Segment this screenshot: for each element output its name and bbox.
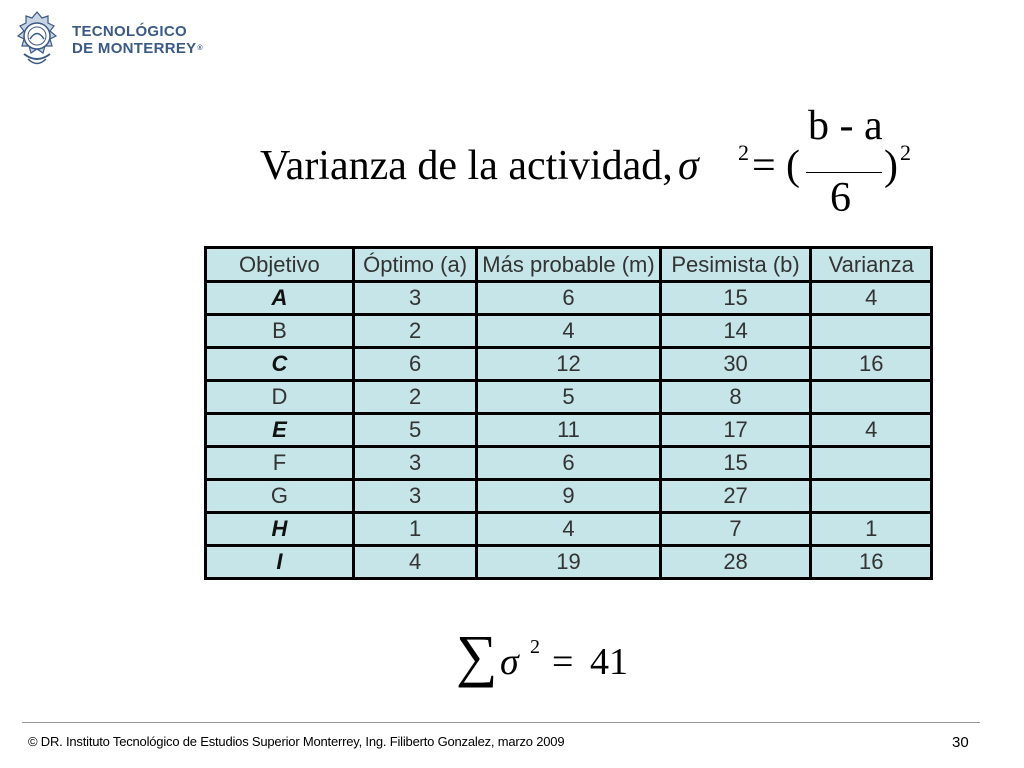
- value-cell: 16: [811, 546, 932, 579]
- value-cell: 3: [353, 480, 477, 513]
- value-cell: 1: [353, 513, 477, 546]
- logo-line2: DE MONTERREY ®: [72, 40, 203, 57]
- footer-copyright: © DR. Instituto Tecnológico de Estudios Superior Monterrey, Ing. Filiberto Gonzalez, marzo 2009: [28, 734, 565, 749]
- objetivo-cell: A: [206, 282, 354, 315]
- tec-logo: [12, 8, 203, 72]
- table-row: [206, 414, 932, 447]
- value-cell: [811, 381, 932, 414]
- value-cell: 2: [353, 315, 477, 348]
- sum-value: 41: [590, 641, 628, 683]
- sum-sigma: σ: [500, 641, 519, 683]
- value-cell: 27: [660, 480, 811, 513]
- value-cell: 4: [477, 315, 660, 348]
- variance-table: [204, 246, 933, 580]
- value-cell: [811, 315, 932, 348]
- formula-equals: =: [752, 143, 776, 189]
- value-cell: 3: [353, 282, 477, 315]
- value-cell: 30: [660, 348, 811, 381]
- header-varianza: Varianza: [811, 248, 932, 282]
- formula-right-paren: ): [884, 143, 898, 189]
- objetivo-cell: E: [206, 414, 354, 447]
- value-cell: 17: [660, 414, 811, 447]
- value-cell: 4: [811, 282, 932, 315]
- objetivo-cell: D: [206, 381, 354, 414]
- table-row: [206, 315, 932, 348]
- header-pesimista: Pesimista (b): [660, 248, 811, 282]
- header-optimo: Óptimo (a): [353, 248, 477, 282]
- formula-denominator: 6: [830, 175, 851, 221]
- value-cell: [811, 480, 932, 513]
- table-row: [206, 546, 932, 579]
- sum-equals: =: [552, 641, 574, 683]
- value-cell: 12: [477, 348, 660, 381]
- value-cell: 14: [660, 315, 811, 348]
- value-cell: 19: [477, 546, 660, 579]
- objetivo-cell: C: [206, 348, 354, 381]
- value-cell: 4: [811, 414, 932, 447]
- value-cell: 6: [353, 348, 477, 381]
- value-cell: 8: [660, 381, 811, 414]
- value-cell: 9: [477, 480, 660, 513]
- formula-sigma: σ: [678, 143, 699, 189]
- value-cell: 2: [353, 381, 477, 414]
- value-cell: 4: [477, 513, 660, 546]
- objetivo-cell: F: [206, 447, 354, 480]
- table-row: [206, 480, 932, 513]
- fraction-bar: [806, 172, 882, 173]
- value-cell: 6: [477, 447, 660, 480]
- formula-label: Varianza de la actividad,: [260, 143, 673, 189]
- value-cell: [811, 447, 932, 480]
- formula-outer-exponent: 2: [900, 140, 911, 165]
- logo-line1: TECNOLÓGICO: [72, 23, 187, 40]
- objetivo-cell: H: [206, 513, 354, 546]
- table-row: [206, 282, 932, 315]
- value-cell: 3: [353, 447, 477, 480]
- sum-symbol: ∑: [456, 623, 498, 688]
- value-cell: 6: [477, 282, 660, 315]
- page-number: 30: [952, 734, 969, 751]
- header-mas-probable: Más probable (m): [477, 248, 660, 282]
- variance-formula: [260, 103, 940, 232]
- value-cell: 5: [477, 381, 660, 414]
- footer-divider: [22, 722, 980, 723]
- table-row: [206, 381, 932, 414]
- value-cell: 4: [353, 546, 477, 579]
- table-row: [206, 513, 932, 546]
- formula-numerator: b - a: [808, 103, 883, 149]
- value-cell: 7: [660, 513, 811, 546]
- value-cell: 5: [353, 414, 477, 447]
- value-cell: 15: [660, 282, 811, 315]
- table-header-row: [206, 248, 932, 282]
- value-cell: 28: [660, 546, 811, 579]
- value-cell: 15: [660, 447, 811, 480]
- tec-seal-icon: [12, 8, 62, 72]
- header-objetivo: Objetivo: [206, 248, 354, 282]
- table-row: [206, 447, 932, 480]
- value-cell: 1: [811, 513, 932, 546]
- formula-sigma-exponent: 2: [738, 140, 749, 165]
- objetivo-cell: B: [206, 315, 354, 348]
- objetivo-cell: I: [206, 546, 354, 579]
- formula-left-paren: (: [786, 143, 800, 189]
- value-cell: 16: [811, 348, 932, 381]
- sum-exponent: 2: [530, 636, 540, 658]
- table-row: [206, 348, 932, 381]
- value-cell: 11: [477, 414, 660, 447]
- objetivo-cell: G: [206, 480, 354, 513]
- variance-sum: [456, 623, 656, 690]
